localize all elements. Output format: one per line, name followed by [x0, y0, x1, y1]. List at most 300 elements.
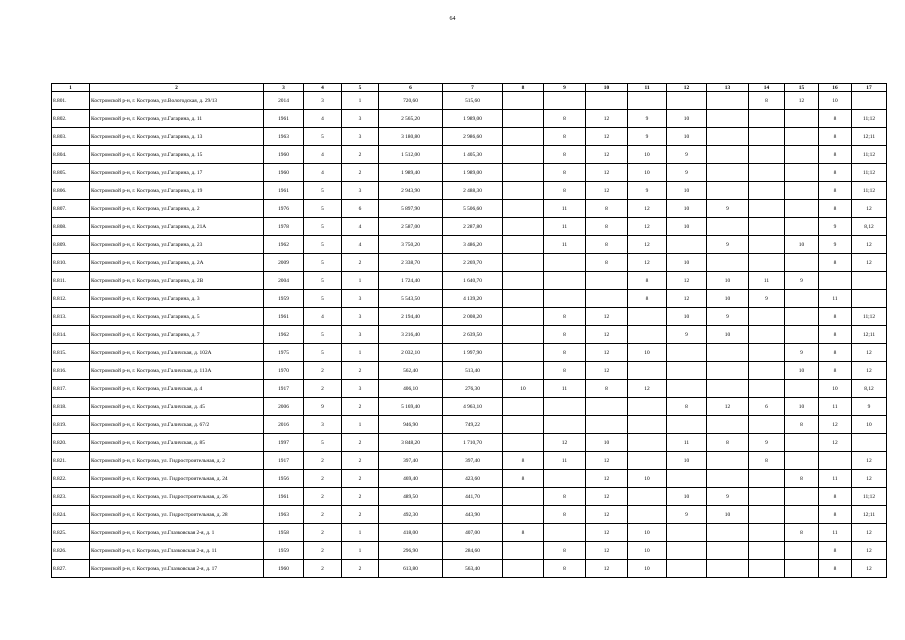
table-cell [785, 542, 819, 560]
address-cell: Костромской р-н, г. Кострома, ул.Галичская, д. 4 [90, 380, 264, 398]
table-cell: 12 [819, 416, 852, 434]
table-cell: 9 [667, 164, 707, 182]
table-cell: 10 [785, 236, 819, 254]
table-cell [707, 146, 749, 164]
table-cell: 418,00 [379, 524, 443, 542]
table-cell: 513,40 [443, 362, 503, 380]
table-cell: 8 [667, 398, 707, 416]
table-row [52, 452, 887, 470]
table-cell [707, 362, 749, 380]
row-number-cell: 8.804. [52, 146, 90, 164]
table-cell [667, 560, 707, 578]
table-row [52, 380, 887, 398]
row-number-cell: 8.816. [52, 362, 90, 380]
table-cell: 12 [819, 434, 852, 452]
table-cell [749, 164, 785, 182]
table-cell: 9 [707, 236, 749, 254]
table-cell: 8 [819, 182, 852, 200]
table-cell: 1956 [264, 470, 304, 488]
table-cell: 10 [667, 218, 707, 236]
table-cell [749, 182, 785, 200]
table-cell: 1962 [264, 236, 304, 254]
table-row [52, 434, 887, 452]
table-cell: 9 [707, 308, 749, 326]
table-cell: 443,90 [443, 506, 503, 524]
table-cell: 2 [304, 362, 342, 380]
table-row [52, 560, 887, 578]
table-cell: 2 639,50 [443, 326, 503, 344]
table-cell: 8 [586, 218, 628, 236]
row-number-cell: 8.801. [52, 92, 90, 110]
table-cell: 10 [667, 254, 707, 272]
table-cell: 3 180,80 [379, 128, 443, 146]
column-header: 10 [586, 84, 628, 92]
row-number-cell: 8.809. [52, 236, 90, 254]
table-cell [586, 398, 628, 416]
table-cell: 12 [628, 200, 667, 218]
address-cell: Костромской р-н, г. Кострома, ул.Гагарина, д. 5 [90, 308, 264, 326]
table-cell: 1976 [264, 200, 304, 218]
table-cell [785, 326, 819, 344]
table-cell: 5 543,50 [379, 290, 443, 308]
table-cell: 2 [342, 362, 379, 380]
table-row [52, 398, 887, 416]
column-header: 4 [304, 84, 342, 92]
address-cell: Костромской р-н, г. Кострома, ул.Глазковская 2-я, д. 11 [90, 542, 264, 560]
table-cell [503, 344, 544, 362]
row-number-cell: 8.812. [52, 290, 90, 308]
table-cell: 8 [749, 92, 785, 110]
table-cell [707, 524, 749, 542]
table-cell: 8 [544, 542, 586, 560]
column-header: 17 [852, 84, 887, 92]
table-cell: 11 [544, 452, 586, 470]
table-cell: 1961 [264, 488, 304, 506]
table-cell: 1 [342, 416, 379, 434]
table-cell: 2 [342, 452, 379, 470]
table-cell [503, 560, 544, 578]
address-cell: Костромской р-н, г. Кострома, ул.Галичская, д. 45 [90, 398, 264, 416]
address-cell: Костромской р-н, г. Кострома, ул.Вологодская, д. 29/13 [90, 92, 264, 110]
table-cell: 9 [785, 272, 819, 290]
table-cell: 9 [749, 290, 785, 308]
table-cell [749, 542, 785, 560]
table-cell: 2016 [264, 416, 304, 434]
table-cell: 8 [503, 470, 544, 488]
address-cell: Костромской р-н, г. Кострома, ул.Глазковская 2-я, д. 17 [90, 560, 264, 578]
table-cell [707, 470, 749, 488]
table-cell [586, 92, 628, 110]
table-cell: 9 [667, 326, 707, 344]
table-cell: 12;11 [852, 326, 887, 344]
table-cell: 1978 [264, 218, 304, 236]
table-cell: 11 [544, 200, 586, 218]
table-cell: 3 486,20 [443, 236, 503, 254]
table-cell: 8 [544, 164, 586, 182]
row-number-cell: 8.806. [52, 182, 90, 200]
table-cell [707, 452, 749, 470]
table-cell: 8 [819, 146, 852, 164]
table-cell: 2 [304, 560, 342, 578]
table-cell: 1963 [264, 506, 304, 524]
page-number: 64 [449, 16, 456, 22]
address-cell: Костромской р-н, г. Кострома, ул.Галичская, д. 85 [90, 434, 264, 452]
table-cell: 12 [852, 236, 887, 254]
table-cell [749, 200, 785, 218]
table-cell: 8 [819, 326, 852, 344]
address-cell: Костромской р-н, г. Кострома, ул. Гидростроительная, д. 26 [90, 488, 264, 506]
row-number-cell: 8.811. [52, 272, 90, 290]
table-cell [586, 290, 628, 308]
table-row [52, 272, 887, 290]
table-cell [785, 380, 819, 398]
table-cell: 12;11 [852, 506, 887, 524]
table-cell: 11 [544, 380, 586, 398]
table-row [52, 218, 887, 236]
table-cell [503, 506, 544, 524]
table-cell [503, 308, 544, 326]
table-cell: 10 [628, 524, 667, 542]
table-cell: 3 848,20 [379, 434, 443, 452]
table-cell: 720,60 [379, 92, 443, 110]
table-cell: 10 [667, 308, 707, 326]
table-row [52, 506, 887, 524]
table-cell [749, 236, 785, 254]
table-cell: 284,60 [443, 542, 503, 560]
table-cell: 6 [342, 200, 379, 218]
table-cell: 8 [586, 254, 628, 272]
table-cell: 10 [707, 326, 749, 344]
table-cell: 9 [667, 146, 707, 164]
table-cell: 12 [586, 344, 628, 362]
table-cell [667, 380, 707, 398]
housing-registry-table [51, 83, 887, 578]
table-cell: 12 [667, 272, 707, 290]
row-number-cell: 8.802. [52, 110, 90, 128]
address-cell: Костромской р-н, г. Кострома, ул.Гагарина, д. 19 [90, 182, 264, 200]
address-cell: Костромской р-н, г. Кострома, ул.Гагарина, д. 3 [90, 290, 264, 308]
table-cell [544, 254, 586, 272]
table-cell: 2 [342, 560, 379, 578]
column-header: 9 [544, 84, 586, 92]
table-cell: 10 [667, 452, 707, 470]
table-cell: 8 [819, 164, 852, 182]
address-cell: Костромской р-н, г. Кострома, ул. Гидростроительная, д. 2 [90, 452, 264, 470]
table-cell: 12 [852, 524, 887, 542]
table-cell: 2 [342, 254, 379, 272]
address-cell: Костромской р-н, г. Кострома, ул.Гагарина, д. 21А [90, 218, 264, 236]
table-cell [749, 362, 785, 380]
table-cell: 8 [586, 200, 628, 218]
address-cell: Костромской р-н, г. Кострома, ул.Гагарина, д. 2 [90, 200, 264, 218]
table-cell [628, 434, 667, 452]
table-cell: 9 [852, 398, 887, 416]
table-cell [503, 488, 544, 506]
table-cell [503, 164, 544, 182]
table-row [52, 164, 887, 182]
table-cell [785, 254, 819, 272]
table-cell: 10 [667, 200, 707, 218]
table-cell: 562,40 [379, 362, 443, 380]
table-cell [785, 488, 819, 506]
table-cell [707, 416, 749, 434]
table-cell [544, 272, 586, 290]
table-cell: 8 [785, 470, 819, 488]
table-cell: 1960 [264, 146, 304, 164]
table-cell [628, 92, 667, 110]
table-cell: 276,30 [443, 380, 503, 398]
address-cell: Костромской р-н, г. Кострома, ул.Гагарина, д. 7 [90, 326, 264, 344]
table-cell: 469,40 [379, 470, 443, 488]
table-cell: 2 [304, 542, 342, 560]
table-cell [503, 362, 544, 380]
column-header: 14 [749, 84, 785, 92]
table-cell: 11;12 [852, 164, 887, 182]
table-cell: 2 [342, 164, 379, 182]
table-cell: 2 [342, 146, 379, 164]
table-cell: 1 710,70 [443, 434, 503, 452]
table-cell [749, 488, 785, 506]
table-cell: 12 [628, 380, 667, 398]
table-cell: 8 [544, 362, 586, 380]
table-cell [852, 290, 887, 308]
table-cell: 12 [707, 398, 749, 416]
table-cell: 3 [304, 92, 342, 110]
address-cell: Костромской р-н, г. Кострома, ул.Гагарина, д. 17 [90, 164, 264, 182]
table-cell: 1960 [264, 560, 304, 578]
table-cell: 12 [586, 488, 628, 506]
table-cell: 8 [544, 488, 586, 506]
table-cell [749, 380, 785, 398]
table-cell: 2 [304, 470, 342, 488]
table-cell: 3 750,20 [379, 236, 443, 254]
table-cell: 2 338,70 [379, 254, 443, 272]
table-cell: 11 [819, 398, 852, 416]
table-cell: 423,60 [443, 470, 503, 488]
table-cell [852, 272, 887, 290]
table-cell: 5 [304, 326, 342, 344]
column-header: 6 [379, 84, 443, 92]
table-cell [503, 92, 544, 110]
table-cell: 8 [544, 110, 586, 128]
table-cell: 12 [586, 128, 628, 146]
table-cell: 2 587,00 [379, 218, 443, 236]
table-cell: 1975 [264, 344, 304, 362]
row-number-cell: 8.807. [52, 200, 90, 218]
table-cell: 4 [304, 110, 342, 128]
table-cell: 10 [628, 560, 667, 578]
table-cell: 10 [819, 380, 852, 398]
table-cell: 296,90 [379, 542, 443, 560]
table-cell: 8 [544, 308, 586, 326]
table-cell [707, 254, 749, 272]
address-cell: Костромской р-н, г. Кострома, ул. Гидростроительная, д. 24 [90, 470, 264, 488]
table-cell: 8,12 [852, 380, 887, 398]
table-cell: 8 [544, 326, 586, 344]
column-header: 16 [819, 84, 852, 92]
table-cell [503, 128, 544, 146]
table-cell: 8 [544, 182, 586, 200]
table-cell: 2 [304, 380, 342, 398]
table-cell: 2 269,70 [443, 254, 503, 272]
table-cell: 10 [707, 290, 749, 308]
table-cell: 2 [342, 398, 379, 416]
table-cell: 2 [342, 434, 379, 452]
table-row [52, 362, 887, 380]
table-cell: 11 [749, 272, 785, 290]
table-cell: 12 [628, 254, 667, 272]
table-cell: 1 989,00 [443, 164, 503, 182]
table-cell: 8 [819, 344, 852, 362]
address-cell: Костромской р-н, г. Кострома, ул.Гагарина, д. 2А [90, 254, 264, 272]
table-cell: 3 [304, 416, 342, 434]
table-row [52, 344, 887, 362]
table-cell: 2 [342, 506, 379, 524]
table-cell: 1959 [264, 290, 304, 308]
table-cell: 946,90 [379, 416, 443, 434]
table-cell: 12 [586, 362, 628, 380]
table-cell: 8 [819, 200, 852, 218]
table-cell: 3 [342, 326, 379, 344]
table-cell [749, 470, 785, 488]
table-cell: 9 [628, 110, 667, 128]
table-cell: 8 [707, 434, 749, 452]
table-cell: 1970 [264, 362, 304, 380]
table-cell [749, 218, 785, 236]
table-cell [749, 416, 785, 434]
table-cell [749, 344, 785, 362]
address-cell: Костромской р-н, г. Кострома, ул.Галичская, д. 67/2 [90, 416, 264, 434]
table-cell [819, 272, 852, 290]
row-number-cell: 8.803. [52, 128, 90, 146]
table-cell: 2 [304, 506, 342, 524]
table-cell: 12 [544, 434, 586, 452]
table-cell [785, 128, 819, 146]
table-cell: 12 [586, 110, 628, 128]
table-cell: 8 [819, 542, 852, 560]
table-cell: 12 [852, 254, 887, 272]
table-cell: 12 [586, 146, 628, 164]
table-cell: 613,80 [379, 560, 443, 578]
table-header-row [52, 84, 887, 92]
table-cell [667, 416, 707, 434]
table-cell: 6 [749, 398, 785, 416]
row-number-cell: 8.827. [52, 560, 90, 578]
table-cell: 5 169,40 [379, 398, 443, 416]
column-header: 7 [443, 84, 503, 92]
table-cell [749, 326, 785, 344]
table-cell: 10 [503, 380, 544, 398]
table-cell [667, 362, 707, 380]
table-cell: 1 [342, 344, 379, 362]
table-cell: 12 [667, 290, 707, 308]
table-row [52, 470, 887, 488]
table-cell: 2 [342, 488, 379, 506]
table-cell: 8 [785, 524, 819, 542]
row-number-cell: 8.817. [52, 380, 90, 398]
row-number-cell: 8.823. [52, 488, 90, 506]
table-cell: 3 [342, 308, 379, 326]
table-cell: 10 [707, 506, 749, 524]
table-cell: 5 [304, 344, 342, 362]
table-cell: 749,22 [443, 416, 503, 434]
table-cell: 10 [586, 434, 628, 452]
table-cell [586, 272, 628, 290]
table-cell: 1959 [264, 542, 304, 560]
table-cell: 1963 [264, 128, 304, 146]
table-cell: 8 [544, 344, 586, 362]
table-cell [749, 560, 785, 578]
table-cell: 10 [785, 362, 819, 380]
table-cell [628, 362, 667, 380]
table-cell: 8 [544, 560, 586, 578]
table-cell [628, 506, 667, 524]
table-cell: 3 216,40 [379, 326, 443, 344]
table-cell: 4 [342, 218, 379, 236]
table-cell [503, 254, 544, 272]
table-cell: 10 [852, 416, 887, 434]
table-cell: 10 [628, 470, 667, 488]
table-row [52, 182, 887, 200]
table-cell: 2014 [264, 92, 304, 110]
table-cell: 1962 [264, 326, 304, 344]
table-cell: 11 [819, 470, 852, 488]
table-cell [503, 218, 544, 236]
table-cell: 406,10 [379, 380, 443, 398]
table-cell: 10 [628, 164, 667, 182]
table-cell [667, 542, 707, 560]
table-cell: 1 [342, 524, 379, 542]
table-cell [503, 416, 544, 434]
table-cell [707, 110, 749, 128]
table-cell: 1961 [264, 182, 304, 200]
table-cell: 12 [785, 92, 819, 110]
row-number-cell: 8.822. [52, 470, 90, 488]
table-cell [544, 92, 586, 110]
table-cell: 5 [304, 218, 342, 236]
table-cell: 11 [819, 524, 852, 542]
table-cell: 10 [628, 542, 667, 560]
table-cell [785, 506, 819, 524]
table-cell: 2 488,30 [443, 182, 503, 200]
table-cell: 11 [544, 236, 586, 254]
table-cell: 563,40 [443, 560, 503, 578]
table-cell: 9 [819, 218, 852, 236]
table-cell [852, 92, 887, 110]
table-cell: 9 [819, 236, 852, 254]
table-cell: 8 [628, 290, 667, 308]
table-cell: 397,40 [379, 452, 443, 470]
table-cell: 1917 [264, 380, 304, 398]
table-cell: 1 405,30 [443, 146, 503, 164]
table-cell: 397,40 [443, 452, 503, 470]
table-cell: 8 [819, 110, 852, 128]
table-cell: 11;12 [852, 182, 887, 200]
table-cell: 10 [667, 110, 707, 128]
table-cell: 8 [544, 146, 586, 164]
address-cell: Костромской р-н, г. Кострома, ул.Гагарина, д. 23 [90, 236, 264, 254]
table-cell [785, 164, 819, 182]
table-cell: 8 [819, 308, 852, 326]
table-cell: 5 [304, 290, 342, 308]
table-cell: 10 [707, 272, 749, 290]
table-cell: 12 [586, 308, 628, 326]
table-cell: 12 [852, 200, 887, 218]
table-cell: 5 [304, 434, 342, 452]
row-number-cell: 8.813. [52, 308, 90, 326]
table-cell: 1961 [264, 308, 304, 326]
table-cell [667, 344, 707, 362]
